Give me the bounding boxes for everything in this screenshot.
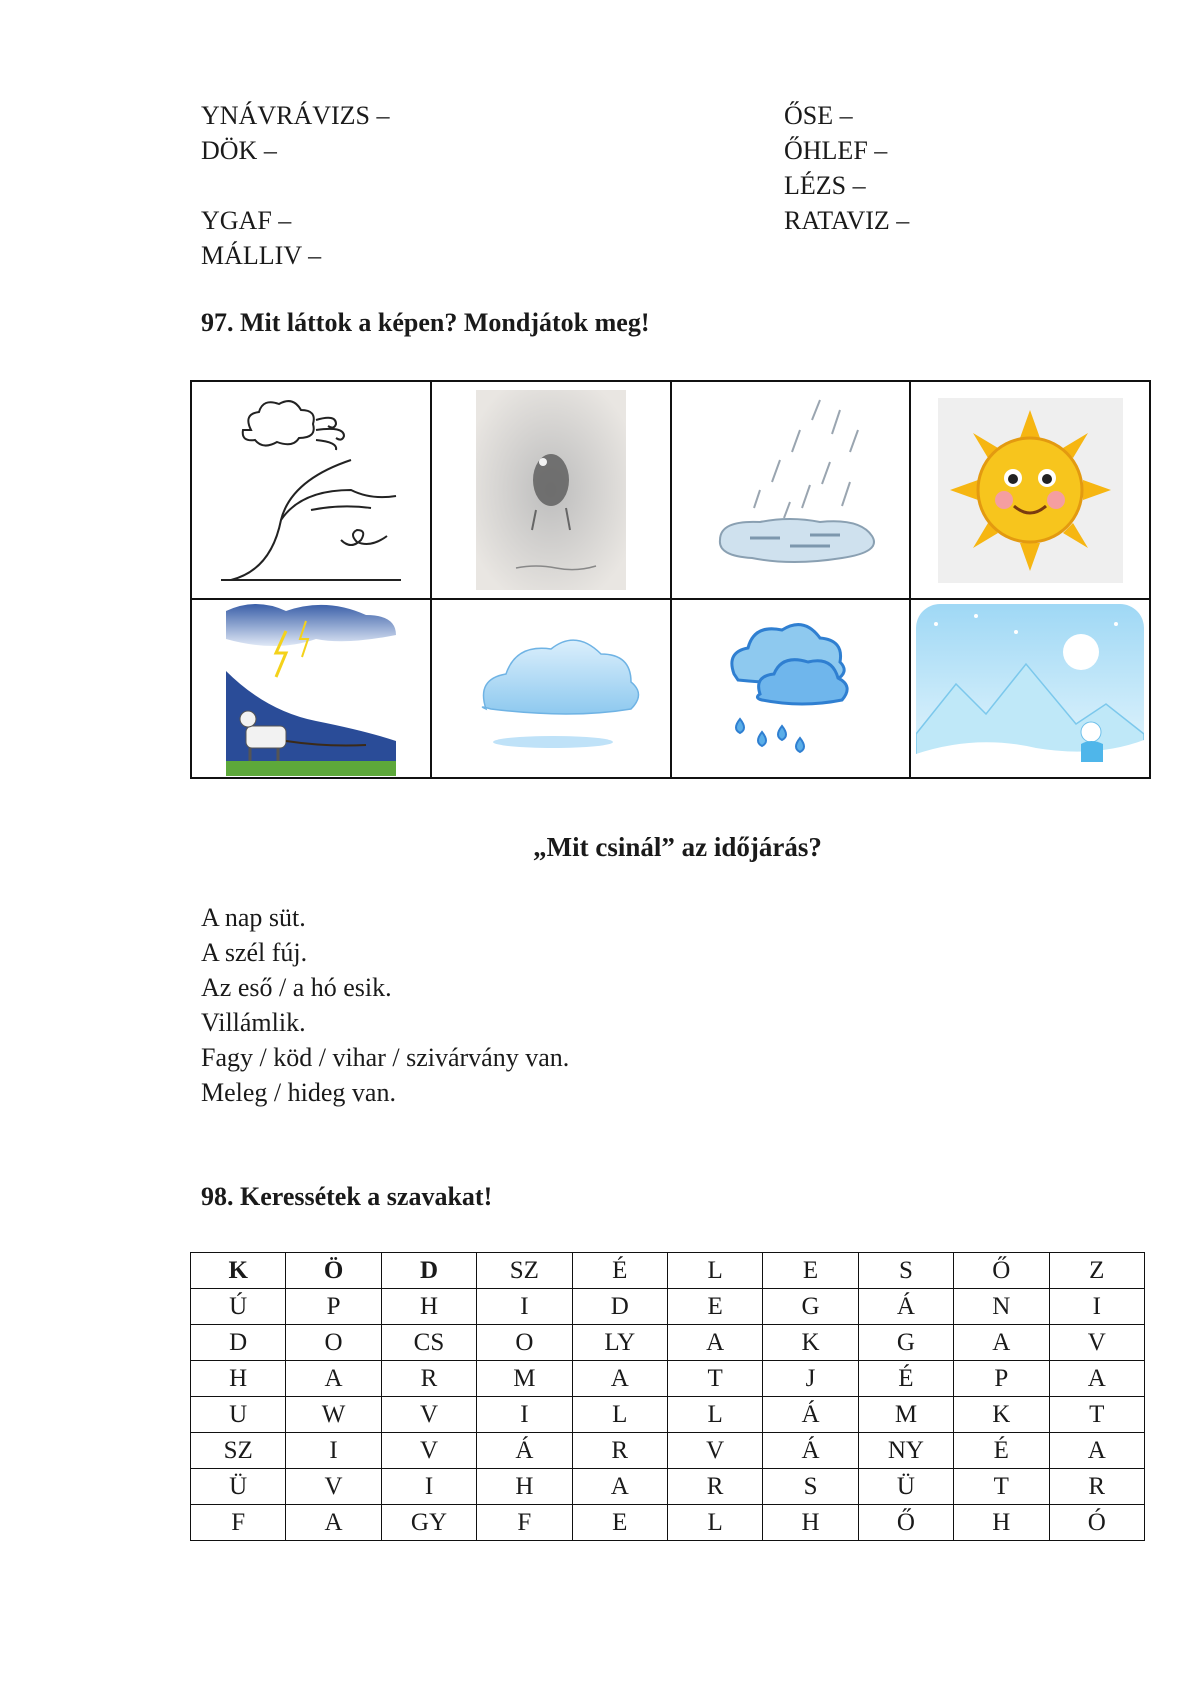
picture-cell-wind [191,381,431,599]
grid-cell[interactable]: I [477,1397,572,1433]
grid-cell[interactable]: M [477,1361,572,1397]
grid-cell[interactable]: E [667,1289,762,1325]
grid-cell[interactable]: É [572,1253,667,1289]
grid-cell[interactable]: J [763,1361,858,1397]
grid-cell[interactable]: E [572,1505,667,1541]
grid-cell[interactable]: F [191,1505,286,1541]
word-search-grid [190,1252,1145,1541]
anagram-gap [201,168,390,203]
phrase-item: A nap süt. [201,903,306,932]
grid-cell[interactable]: T [1049,1397,1144,1433]
picture-cell-rain [671,381,911,599]
fog-hedgehog-picture [476,390,626,590]
grid-cell[interactable]: É [954,1433,1049,1469]
grid-cell[interactable]: A [286,1361,381,1397]
phrase-item: Meleg / hideg van. [201,1078,396,1107]
grid-cell[interactable]: Á [858,1289,953,1325]
phrase-item: Villámlik. [201,1008,306,1037]
anagram-item: DÖK – [201,136,277,165]
grid-row [191,1505,1145,1541]
grid-cell[interactable]: A [954,1325,1049,1361]
grid-cell[interactable]: W [286,1397,381,1433]
grid-cell[interactable]: H [477,1469,572,1505]
phrase-item: Az eső / a hó esik. [201,973,392,1002]
grid-cell[interactable]: P [954,1361,1049,1397]
grid-cell[interactable]: L [667,1253,762,1289]
grid-cell[interactable]: K [954,1397,1049,1433]
grid-cell[interactable]: V [1049,1325,1144,1361]
grid-cell[interactable]: T [954,1469,1049,1505]
grid-cell[interactable]: Ő [858,1505,953,1541]
weather-picture-table [190,380,1151,779]
cloud-picture [461,614,641,764]
grid-row [191,1361,1145,1397]
grid-cell[interactable]: N [954,1289,1049,1325]
grid-cell[interactable]: V [381,1433,476,1469]
grid-cell[interactable]: O [477,1325,572,1361]
grid-cell[interactable]: G [763,1289,858,1325]
grid-cell[interactable]: L [572,1397,667,1433]
phrase-item: Fagy / köd / vihar / szivárvány van. [201,1043,570,1072]
picture-cell-sun [910,381,1150,599]
grid-cell[interactable]: L [667,1505,762,1541]
grid-cell[interactable]: LY [572,1325,667,1361]
anagram-item: LÉZS – [784,171,866,200]
picture-cell-fog [431,381,671,599]
grid-cell[interactable]: Ü [858,1469,953,1505]
picture-cell-lightning [191,599,431,778]
grid-cell[interactable]: A [667,1325,762,1361]
grid-cell[interactable]: A [572,1361,667,1397]
grid-cell[interactable]: Ü [191,1469,286,1505]
anagram-item: ŐHLEF – [784,136,888,165]
grid-cell[interactable]: V [286,1469,381,1505]
picture-cell-cloud [431,599,671,778]
grid-cell[interactable]: GY [381,1505,476,1541]
grid-cell[interactable]: I [381,1469,476,1505]
wind-tree-picture [211,390,411,590]
grid-cell[interactable]: SZ [191,1433,286,1469]
grid-cell[interactable]: H [191,1361,286,1397]
grid-cell[interactable]: H [381,1289,476,1325]
grid-row [191,1433,1145,1469]
grid-cell[interactable]: Á [763,1433,858,1469]
grid-cell[interactable]: R [667,1469,762,1505]
grid-cell[interactable]: Ú [191,1289,286,1325]
grid-row [191,1325,1145,1361]
grid-cell[interactable]: D [381,1253,476,1289]
grid-cell[interactable]: S [858,1253,953,1289]
picture-cell-snow [910,599,1150,778]
grid-cell[interactable]: K [763,1325,858,1361]
exercise-98-title: 98. Keressétek a szavakat! [201,1182,493,1211]
weather-question-heading: „Mit csinál” az időjárás? [533,832,822,862]
weather-phrase-list [201,900,569,1110]
grid-cell[interactable]: A [1049,1361,1144,1397]
grid-cell[interactable]: H [763,1505,858,1541]
anagram-item: RATAVIZ – [784,206,910,235]
grid-cell[interactable]: H [954,1505,1049,1541]
grid-cell[interactable]: V [667,1433,762,1469]
grid-cell[interactable]: T [667,1361,762,1397]
snowy-mountains-picture [916,604,1144,774]
grid-cell[interactable]: NY [858,1433,953,1469]
grid-row [191,1469,1145,1505]
grid-cell[interactable]: D [572,1289,667,1325]
rain-cloud-picture [720,614,860,764]
lightning-goat-picture [226,601,396,776]
grid-cell[interactable]: Ó [1049,1505,1144,1541]
grid-cell[interactable]: Ő [954,1253,1049,1289]
anagram-list-right [784,98,909,238]
grid-cell[interactable]: U [191,1397,286,1433]
grid-cell[interactable]: P [286,1289,381,1325]
anagram-item: ŐSE – [784,101,853,130]
anagram-item: MÁLLIV – [201,241,322,270]
grid-cell[interactable]: A [572,1469,667,1505]
grid-cell[interactable]: CS [381,1325,476,1361]
grid-cell[interactable]: É [858,1361,953,1397]
grid-cell[interactable]: R [1049,1469,1144,1505]
rain-puddle-picture [690,390,890,590]
anagram-list-left [201,98,390,273]
grid-cell[interactable]: R [572,1433,667,1469]
grid-row [191,1289,1145,1325]
grid-row [191,1397,1145,1433]
grid-cell[interactable]: A [286,1505,381,1541]
grid-cell[interactable]: I [1049,1289,1144,1325]
grid-cell[interactable]: R [381,1361,476,1397]
grid-cell[interactable]: S [763,1469,858,1505]
grid-cell[interactable]: E [763,1253,858,1289]
grid-cell[interactable]: Á [763,1397,858,1433]
grid-cell[interactable]: L [667,1397,762,1433]
grid-cell[interactable]: M [858,1397,953,1433]
phrase-item: A szél fúj. [201,938,308,967]
grid-cell[interactable]: A [1049,1433,1144,1469]
grid-cell[interactable]: G [858,1325,953,1361]
picture-cell-rain-cloud [671,599,911,778]
grid-cell[interactable]: D [191,1325,286,1361]
smiling-sun-picture [938,398,1123,583]
exercise-97-title: 97. Mit láttok a képen? Mondjátok meg! [201,308,650,337]
grid-row [191,1253,1145,1289]
anagram-item: YGAF – [201,206,292,235]
grid-cell[interactable]: I [286,1433,381,1469]
grid-cell[interactable]: I [477,1289,572,1325]
grid-cell[interactable]: Ö [286,1253,381,1289]
grid-cell[interactable]: Á [477,1433,572,1469]
grid-cell[interactable]: V [381,1397,476,1433]
anagram-item: YNÁVRÁVIZS – [201,101,390,130]
grid-cell[interactable]: O [286,1325,381,1361]
grid-cell[interactable]: SZ [477,1253,572,1289]
grid-cell[interactable]: K [191,1253,286,1289]
grid-cell[interactable]: F [477,1505,572,1541]
grid-cell[interactable]: Z [1049,1253,1144,1289]
